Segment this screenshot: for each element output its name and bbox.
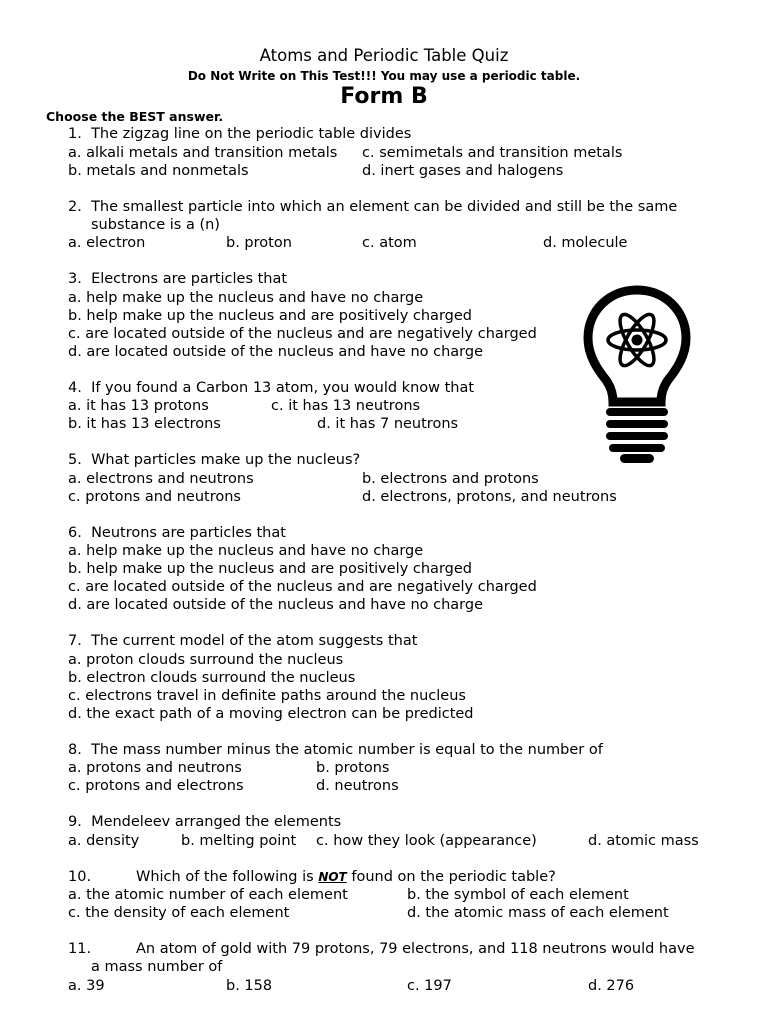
lightbulb-atom-icon [582,284,692,464]
question-8 [68,741,603,759]
option-d: d. the atomic mass of each element [407,905,669,921]
question-text: The zigzag line on the periodic table divides [91,126,412,142]
option-d: d. molecule [543,235,628,251]
option-a: a. electron [68,235,146,251]
question-text: Neutrons are particles that [91,525,286,541]
question-9 [68,813,341,831]
option-c: c. electrons travel in definite paths around the nucleus [68,688,466,704]
option-c: c. are located outside of the nucleus and are negatively charged [68,579,537,595]
question-text: What particles make up the nucleus? [91,452,361,468]
option-a: a. proton clouds surround the nucleus [68,652,344,668]
option-c: c. the density of each element [68,905,290,921]
question-4 [68,379,474,397]
question-number: 5. [68,452,82,468]
question-number: 7. [68,633,82,649]
option-a: a. the atomic number of each element [68,887,348,903]
option-b: b. electrons and protons [362,471,539,487]
question-text: Electrons are particles that [91,271,288,287]
option-d: d. it has 7 neutrons [317,416,459,432]
option-d: d. 276 [588,978,635,994]
question-1 [68,125,411,143]
option-d: d. are located outside of the nucleus and have no charge [68,344,483,360]
option-b: b. it has 13 electrons [68,416,221,432]
option-b: b. proton [226,235,292,251]
option-b: b. help make up the nucleus and are positively charged [68,561,472,577]
question-text: The smallest particle into which an element can be divided and still be the same [91,199,678,215]
question-text-cont: substance is a (n) [91,217,220,233]
option-c: c. how they look (appearance) [316,833,537,849]
option-c: c. protons and neutrons [68,489,241,505]
option-b: b. metals and nonmetals [68,163,249,179]
question-number: 2. [68,199,82,215]
question-number: 3. [68,271,82,287]
question-10-number: 10. [68,869,92,885]
question-text: The current model of the atom suggests that [91,633,418,649]
option-d: d. electrons, protons, and neutrons [362,489,617,505]
option-d: d. are located outside of the nucleus and have no charge [68,597,483,613]
option-a: a. it has 13 protons [68,398,209,414]
option-c: c. protons and electrons [68,778,244,794]
option-c: c. 197 [407,978,452,994]
option-d: d. inert gases and halogens [362,163,564,179]
question-5 [68,451,360,469]
question-11-text: An atom of gold with 79 protons, 79 electrons, and 118 neutrons would have [136,941,695,957]
question-3 [68,270,287,288]
question-2 [68,198,677,216]
question-text: Mendeleev arranged the elements [91,814,342,830]
option-b: b. 158 [226,978,273,994]
question-11-number: 11. [68,941,92,957]
option-c: c. atom [362,235,417,251]
question-text: If you found a Carbon 13 atom, you would know that [91,380,475,396]
option-a: a. 39 [68,978,105,994]
question-text-cont: a mass number of [91,959,223,975]
form-label: Form B [340,84,428,109]
option-d: d. the exact path of a moving electron can be predicted [68,706,474,722]
option-c: c. it has 13 neutrons [271,398,421,414]
emphasis-not: NOT [318,870,347,884]
option-b: b. melting point [181,833,297,849]
option-d: d. atomic mass [588,833,699,849]
option-b: b. help make up the nucleus and are positively charged [68,308,472,324]
instructions: Choose the BEST answer. [46,109,224,124]
option-b: b. protons [316,760,390,776]
option-a: a. help make up the nucleus and have no charge [68,290,424,306]
question-number: 6. [68,525,82,541]
question-10 [136,868,556,886]
question-7 [68,632,417,650]
question-number: 1. [68,126,82,142]
quiz-subtitle: Do Not Write on This Test!!! You may use a periodic table. [187,69,581,83]
option-a: a. electrons and neutrons [68,471,254,487]
option-a: a. alkali metals and transition metals [68,145,338,161]
question-text-after: found on the periodic table? [351,869,556,885]
option-b: b. electron clouds surround the nucleus [68,670,356,686]
quiz-title: Atoms and Periodic Table Quiz [259,46,509,65]
option-d: d. neutrons [316,778,399,794]
question-number: 4. [68,380,82,396]
question-6 [68,524,286,542]
option-a: a. help make up the nucleus and have no charge [68,543,424,559]
question-number: 9. [68,814,82,830]
option-a: a. protons and neutrons [68,760,242,776]
option-a: a. density [68,833,140,849]
question-text: The mass number minus the atomic number is equal to the number of [91,742,603,758]
option-b: b. the symbol of each element [407,887,629,903]
option-c: c. are located outside of the nucleus and are negatively charged [68,326,537,342]
option-c: c. semimetals and transition metals [362,145,623,161]
question-number: 8. [68,742,82,758]
question-text: Which of the following is [136,869,314,885]
